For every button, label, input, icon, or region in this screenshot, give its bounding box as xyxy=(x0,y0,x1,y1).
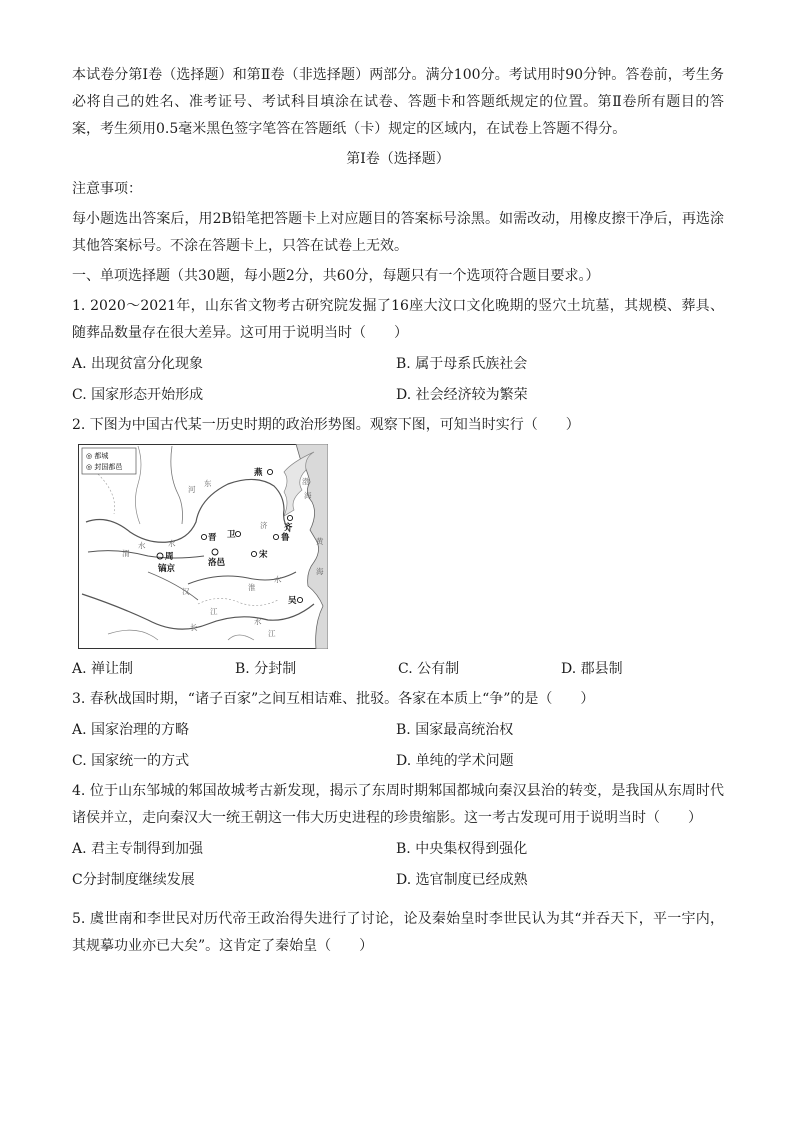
question-1-options-row2 xyxy=(72,381,724,409)
question-4-options-row2 xyxy=(72,866,724,894)
map-label-chang: 长 xyxy=(190,623,198,632)
city-label-zhou: 周 xyxy=(165,552,174,562)
question-4-option-a[interactable]: A. 君主专制得到加强 xyxy=(72,841,204,857)
map-label-wei-river: 渭 xyxy=(122,549,130,558)
section-title: 第Ⅰ卷（选择题） xyxy=(346,151,450,167)
map-legend-capital: ◎ 都城 xyxy=(86,452,109,460)
question-3-stem: 3. 春秋战国时期，“诸子百家”之间互相诘难、批驳。各家在本质上“争”的是（ ） xyxy=(72,691,595,707)
question-4-stem: 4. 位于山东邹城的邾国故城考古新发现，揭示了东周时期邾国都城向秦汉县治的转变，是我国从东周时代诸侯并立，走向秦汉大一统王朝这一伟大历史进程的珍贵缩影。这一考古发现可用于说明当时（ ） xyxy=(72,783,724,826)
question-2-stem: 2. 下图为中国古代某一历史时期的政治形势图。观察下图，可知当时实行（ ） xyxy=(72,417,580,433)
map-label-shui2: 水 xyxy=(138,541,146,550)
map-label-hai2: 海 xyxy=(316,567,324,576)
city-label-lu: 鲁 xyxy=(281,533,290,543)
map-label-han: 汉 xyxy=(182,587,190,596)
map-label-hai1: 海 xyxy=(304,491,312,500)
question-3-options-row2 xyxy=(72,747,724,775)
question-4-options xyxy=(72,835,724,863)
question-5-stem: 5. 虞世南和李世民对历代帝王政治得失进行了讨论，论及秦始皇时李世民认为其“并吞天下，平一宇内，其规摹功业亦已大矣”。这肯定了秦始皇（ ） xyxy=(72,911,724,954)
question-2-option-a[interactable]: A. 禅让制 xyxy=(72,661,134,677)
question-1-stem: 1. 2020～2021年，山东省文物考古研究院发掘了16座大汶口文化晚期的竖穴土坑墓，其规模、葬具、随葬品数量存在很大差异。这可用于说明当时（ ） xyxy=(72,298,724,341)
question-3-option-a[interactable]: A. 国家治理的方略 xyxy=(72,722,190,738)
question-2-option-b[interactable]: B. 分封制 xyxy=(235,661,297,677)
city-label-wei: 卫 xyxy=(227,530,236,540)
intro-paragraph: 本试卷分第Ⅰ卷（选择题）和第Ⅱ卷（非选择题）两部分。满分100分。考试用时90分钟。答卷前，考生务必将自己的姓名、准考证号、考试科目填涂在试卷、答题卡和答题纸规定的位置。第Ⅱ卷所有题目的答案，考生须用0.5毫米黑色签字笔答在答题纸（卡）规定的区域内，在试卷上答题不得分。 xyxy=(72,67,724,137)
map-label-bo: 渤 xyxy=(302,477,310,486)
question-1-option-c[interactable]: C. 国家形态开始形成 xyxy=(72,387,204,403)
map-label-jiang1: 江 xyxy=(210,607,218,616)
question-3-option-b[interactable]: B. 国家最高统治权 xyxy=(396,722,514,738)
map-label-huang: 黄 xyxy=(316,537,324,546)
question-3-option-c[interactable]: C. 国家统一的方式 xyxy=(72,753,190,769)
city-label-luoyi: 洛邑 xyxy=(208,558,226,568)
map-legend-fief: ◎ 封国都邑 xyxy=(86,463,123,471)
political-map xyxy=(78,444,328,649)
map-label-shui1: 水 xyxy=(168,539,176,548)
question-4-option-b[interactable]: B. 中央集权得到强化 xyxy=(396,841,528,857)
question-3-options xyxy=(72,716,724,744)
map-label-he: 河 xyxy=(188,485,196,494)
map-label-shui3: 水 xyxy=(274,575,282,584)
map-label-shui4: 水 xyxy=(254,617,262,626)
question-2-options xyxy=(72,655,724,683)
question-1-option-a[interactable]: A. 出现贫富分化现象 xyxy=(72,356,204,372)
city-label-haojing: 镐京 xyxy=(158,564,176,574)
map-label-dong: 东 xyxy=(204,479,212,488)
question-1-option-d[interactable]: D. 社会经济较为繁荣 xyxy=(396,387,528,403)
map-label-ji: 济 xyxy=(260,521,268,530)
city-label-yan: 燕 xyxy=(254,468,263,478)
question-1-option-b[interactable]: B. 属于母系氏族社会 xyxy=(396,356,528,372)
question-2-option-d[interactable]: D. 郡县制 xyxy=(561,661,623,677)
notice-text: 每小题选出答案后，用2B铅笔把答题卡上对应题目的答案标号涂黑。如需改动，用橡皮擦干净后，再选涂其他答案标号。不涂在答题卡上，只答在试卷上无效。 xyxy=(72,211,724,254)
city-label-song: 宋 xyxy=(259,550,268,560)
map-label-huai: 淮 xyxy=(248,583,256,592)
exam-page xyxy=(72,62,724,960)
question-4-option-c[interactable]: C分封制度继续发展 xyxy=(72,872,195,888)
question-4-option-d[interactable]: D. 选官制度已经成熟 xyxy=(396,872,528,888)
city-label-qi: 齐 xyxy=(284,523,293,533)
city-label-jin: 晋 xyxy=(208,533,217,543)
notice-title: 注意事项： xyxy=(72,181,142,197)
question-2-option-c[interactable]: C. 公有制 xyxy=(398,661,460,677)
question-3-option-d[interactable]: D. 单纯的学术问题 xyxy=(396,753,514,769)
part-heading: 一、单项选择题（共30题，每小题2分，共60分，每题只有一个选项符合题目要求。） xyxy=(72,268,600,284)
question-1-options xyxy=(72,350,724,378)
map-label-jiang2: 江 xyxy=(268,629,276,638)
city-label-wu: 吴 xyxy=(288,596,297,606)
political-map-svg xyxy=(78,444,328,649)
